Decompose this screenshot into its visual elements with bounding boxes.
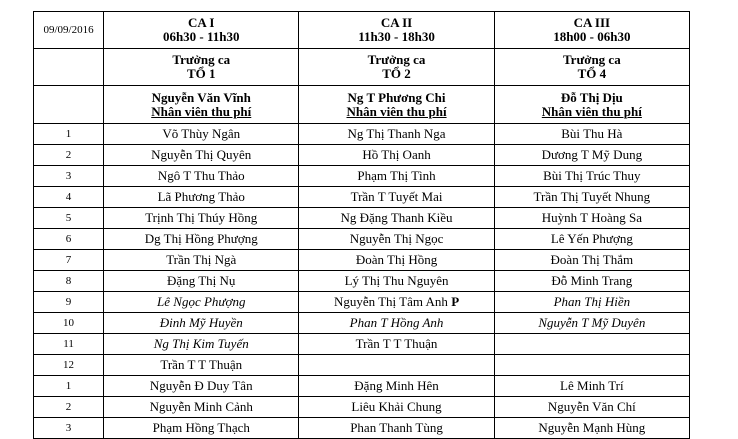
shift-3-name: CA III [573, 15, 611, 30]
team-row-spacer [34, 49, 104, 86]
shift-3-staff: Nguyễn Văn Chí [494, 397, 689, 418]
shift-2-name: CA II [380, 15, 413, 30]
shift-2-header [299, 12, 494, 49]
shift-2-staff: Nguyễn Thị Ngọc [299, 229, 494, 250]
row-number: 3 [34, 166, 104, 187]
shift-2-leader-cell [299, 86, 494, 124]
shift-1-staff: Nguyễn Thị Quyên [104, 145, 299, 166]
staff-row [34, 334, 690, 355]
row-number: 5 [34, 208, 104, 229]
shift-3-staff: Huỳnh T Hoàng Sa [494, 208, 689, 229]
shift-2-staff: Phan T Hồng Anh [299, 313, 494, 334]
shift-3-staff: Đoàn Thị Thắm [494, 250, 689, 271]
staff-row [34, 250, 690, 271]
shift-2-staff-cell [299, 292, 494, 313]
row-number: 12 [34, 355, 104, 376]
shift-2-staff-title: Nhân viên thu phí [346, 103, 447, 119]
row-number: 9 [34, 292, 104, 313]
shift-1-staff: Đinh Mỹ Huyền [104, 313, 299, 334]
staff-row [34, 124, 690, 145]
shift-1-staff: Đặng Thị Nụ [104, 271, 299, 292]
leader-row-spacer [34, 86, 104, 124]
shift-3-staff: Bùi Thu Hà [494, 124, 689, 145]
shift-1-staff: Phạm Hồng Thạch [104, 418, 299, 439]
shift-2-team [299, 49, 494, 86]
schedule-date: 09/09/2016 [34, 12, 104, 49]
shift-1-staff: Võ Thùy Ngân [104, 124, 299, 145]
shift-1-staff-title: Nhân viên thu phí [151, 103, 252, 119]
row-number: 2 [34, 145, 104, 166]
row-number: 4 [34, 187, 104, 208]
staff-row [34, 292, 690, 313]
shift-1-staff: Trần T T Thuận [104, 355, 299, 376]
shift-3-team-name: TỔ 4 [577, 66, 607, 81]
staff-row [34, 166, 690, 187]
shift-2-staff-mark: P [451, 294, 460, 309]
shift-3-staff: Phan Thị Hiền [494, 292, 689, 313]
shift-1-staff: Dg Thị Hồng Phượng [104, 229, 299, 250]
row-number: 3 [34, 418, 104, 439]
shift-1-team [104, 49, 299, 86]
shift-1-staff: Nguyễn Đ Duy Tân [104, 376, 299, 397]
shift-3-time: 18h00 - 06h30 [553, 29, 631, 44]
shift-1-team-name: TỔ 1 [186, 66, 216, 81]
staff-row [34, 145, 690, 166]
row-number: 10 [34, 313, 104, 334]
shift-2-staff: Hồ Thị Oanh [299, 145, 494, 166]
staff-row [34, 418, 690, 439]
shift-3-leader-cell [494, 86, 689, 124]
staff-row [34, 271, 690, 292]
shift-1-staff: Lê Ngọc Phượng [104, 292, 299, 313]
shift-2-staff: Phạm Thị Tình [299, 166, 494, 187]
staff-row [34, 313, 690, 334]
shift-1-leader: Nguyễn Văn Vĩnh [151, 89, 251, 105]
shift-2-leader-title: Trưởng ca [367, 52, 426, 67]
team-row [34, 49, 690, 86]
shift-2-team-name: TỔ 2 [382, 66, 411, 81]
shift-1-time: 06h30 - 11h30 [162, 29, 240, 44]
shift-2-staff [299, 355, 494, 376]
row-number: 7 [34, 250, 104, 271]
shift-1-leader-cell [104, 86, 299, 124]
row-number: 8 [34, 271, 104, 292]
shift-1-staff: Ngô T Thu Thảo [104, 166, 299, 187]
shift-1-header [104, 12, 299, 49]
shift-1-name: CA I [188, 15, 215, 30]
shift-3-staff-title: Nhân viên thu phí [541, 103, 642, 119]
shift-2-staff: Đặng Minh Hên [299, 376, 494, 397]
shift-3-staff: Lê Yến Phượng [494, 229, 689, 250]
shift-3-team [494, 49, 689, 86]
shift-1-staff: Lã Phương Thảo [104, 187, 299, 208]
shift-1-staff: Nguyễn Minh Cảnh [104, 397, 299, 418]
shift-1-staff: Ng Thị Kim Tuyến [104, 334, 299, 355]
shift-3-staff: Bùi Thị Trúc Thuy [494, 166, 689, 187]
leader-row [34, 86, 690, 124]
row-number: 1 [34, 124, 104, 145]
row-number: 11 [34, 334, 104, 355]
shift-3-staff: Nguyễn T Mỹ Duyên [494, 313, 689, 334]
row-number: 1 [34, 376, 104, 397]
shift-2-time: 11h30 - 18h30 [358, 29, 435, 44]
shift-2-staff: Đoàn Thị Hồng [299, 250, 494, 271]
shift-1-staff: Trịnh Thị Thúy Hồng [104, 208, 299, 229]
shift-3-staff: Trần Thị Tuyết Nhung [494, 187, 689, 208]
staff-row [34, 208, 690, 229]
shift-2-staff: Trần T T Thuận [299, 334, 494, 355]
staff-row [34, 376, 690, 397]
shift-3-leader: Đỗ Thị Dịu [560, 89, 623, 105]
shift-header-row [34, 12, 690, 49]
shift-2-leader: Ng T Phương Chi [347, 89, 446, 105]
shift-3-leader-title: Trưởng ca [562, 52, 621, 67]
staff-row [34, 229, 690, 250]
shift-3-staff: Dương T Mỹ Dung [494, 145, 689, 166]
row-number: 2 [34, 397, 104, 418]
shift-3-staff [494, 355, 689, 376]
shift-3-staff: Đỗ Minh Trang [494, 271, 689, 292]
row-number: 6 [34, 229, 104, 250]
shift-2-staff: Phan Thanh Tùng [299, 418, 494, 439]
shift-3-header [494, 12, 689, 49]
shift-2-staff: Nguyễn Thị Tâm Anh [333, 294, 448, 309]
shift-2-staff: Trần T Tuyết Mai [299, 187, 494, 208]
shift-3-staff: Nguyễn Mạnh Hùng [494, 418, 689, 439]
shift-3-staff [494, 334, 689, 355]
shift-2-staff: Lý Thị Thu Nguyên [299, 271, 494, 292]
staff-row [34, 397, 690, 418]
shift-2-staff: Ng Thị Thanh Nga [299, 124, 494, 145]
shift-2-staff: Ng Đặng Thanh Kiều [299, 208, 494, 229]
shift-3-staff: Lê Minh Trí [494, 376, 689, 397]
shift-1-leader-title: Trưởng ca [172, 52, 231, 67]
shift-schedule-table [33, 11, 690, 439]
staff-row [34, 355, 690, 376]
shift-1-staff: Trần Thị Ngà [104, 250, 299, 271]
shift-2-staff: Liêu Khải Chung [299, 397, 494, 418]
staff-row [34, 187, 690, 208]
